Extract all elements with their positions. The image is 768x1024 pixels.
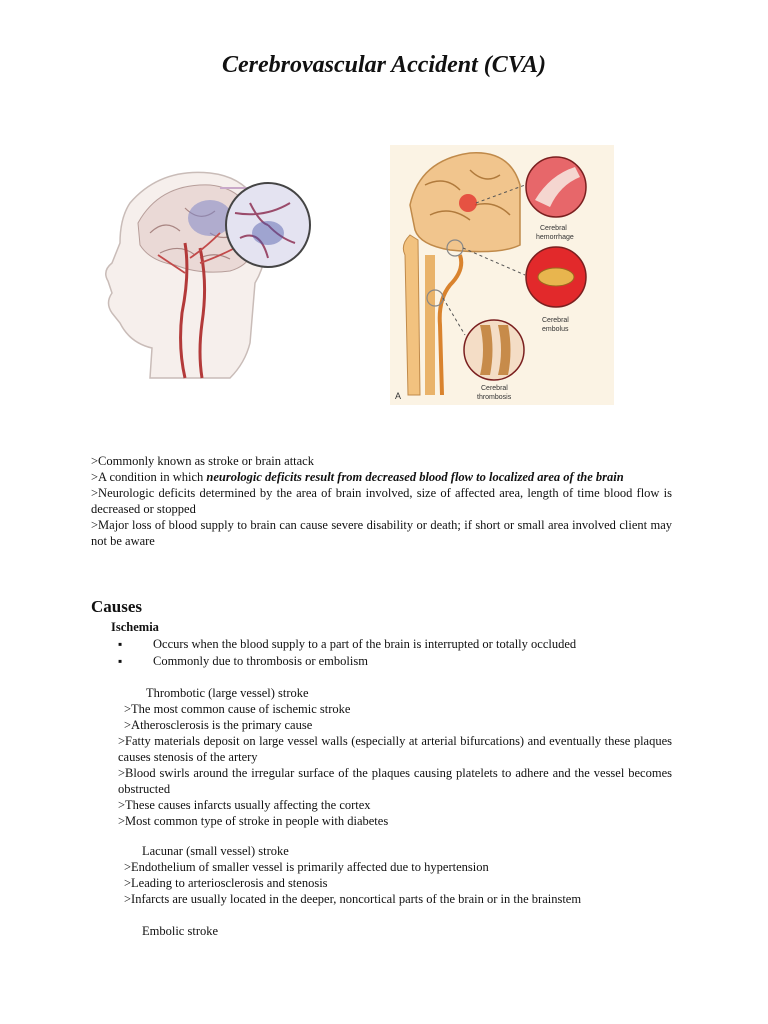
thrombotic-line: >Fatty materials deposit on large vessel walls (especially at arterial bifurcations) and eventually these plaques causes stenosis of the artery [118,734,672,764]
lacunar-heading: Lacunar (small vessel) stroke [142,844,289,858]
thrombotic-heading: Thrombotic (large vessel) stroke [146,686,309,700]
thrombotic-line: >Most common type of stroke in people with diabetes [118,814,389,828]
label-embolus-line1: Cerebral [542,317,569,324]
panel-letter: A [395,391,402,401]
brain-blood-flow-illustration [90,163,322,405]
stroke-types-illustration [390,145,614,405]
label-hemorrhage-line1: Cerebral [540,225,567,232]
intro-line-2-emphasis: neurologic deficits result from decreased blood flow to localized area of the brain [206,470,624,484]
label-hemorrhage-line2: hemorrhage [536,234,574,241]
thrombotic-line: >The most common cause of ischemic stroke [124,702,351,716]
bullet-item: ▪ Occurs when the blood supply to a part of the brain is interrupted or totally occluded [118,636,678,653]
ischemia-heading: Ischemia [111,620,159,634]
lacunar-line: >Leading to arteriosclerosis and stenosis [124,876,328,890]
ischemia-bullet-list [118,636,678,670]
intro-line-4: >Major loss of blood supply to brain can cause severe disability or death; if short or small area involved client may not be aware [91,518,672,548]
thrombotic-line: >These causes infarcts usually affecting the cortex [118,798,371,812]
intro-line-2 [91,469,672,485]
lacunar-section [118,843,672,907]
lacunar-line: >Endothelium of smaller vessel is primarily affected due to hypertension [124,860,489,874]
thrombotic-section [118,685,672,829]
intro-section [91,453,672,549]
page-title: Cerebrovascular Accident (CVA) [222,52,546,78]
label-embolus-line2: embolus [542,326,569,333]
label-thrombosis-line1: Cerebral [481,385,508,392]
causes-heading: Causes [91,597,143,616]
embolic-section [118,923,672,939]
intro-line-1: >Commonly known as stroke or brain attack [91,454,314,468]
intro-line-3: >Neurologic deficits determined by the area of brain involved, size of affected area, length of time blood flow is decreased or stopped [91,486,672,516]
lacunar-line: >Infarcts are usually located in the deeper, noncortical parts of the brain or in the brainstem [124,892,582,906]
bullet-item: ▪ Commonly due to thrombosis or embolism [118,653,678,670]
label-thrombosis-line2: thrombosis [477,394,512,401]
embolic-heading: Embolic stroke [142,924,219,938]
thrombotic-line: >Atherosclerosis is the primary cause [124,718,313,732]
thrombotic-line: >Blood swirls around the irregular surface of the plaques causing platelets to adhere and the vessel becomes obstructed [118,766,672,796]
intro-line-2-prefix: >A condition in which [91,470,207,484]
